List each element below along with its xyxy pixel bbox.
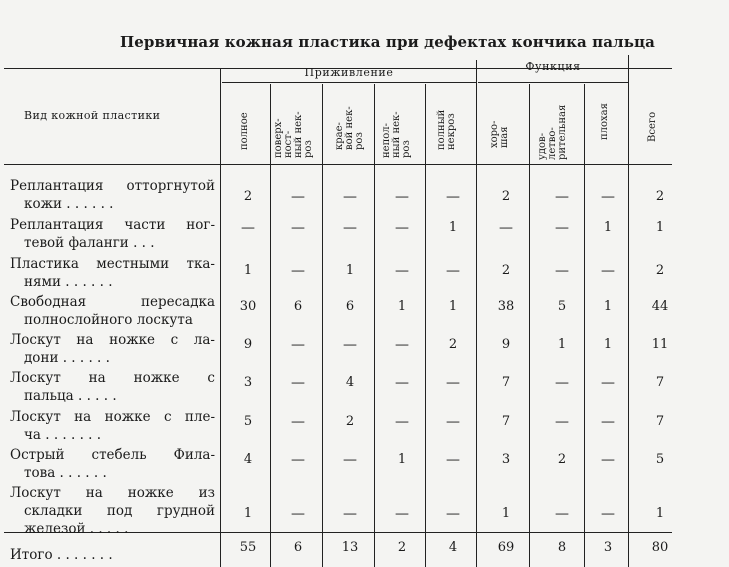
row-label-line: Итого . . . . . . . — [10, 547, 113, 563]
table-cell: 7 — [501, 375, 511, 390]
table-cell: 1 — [557, 337, 567, 352]
table-cell: 11 — [651, 337, 669, 352]
table-cell: — — [291, 337, 305, 353]
table-cell: — — [291, 220, 305, 236]
table-cell: 9 — [501, 337, 511, 352]
table-cell: 38 — [497, 299, 515, 314]
table-cell: 6 — [345, 299, 355, 314]
column-header: плохая — [599, 103, 610, 140]
row-label — [10, 408, 215, 444]
row-label — [10, 484, 215, 538]
row-label-line: полнослойного лоскута — [24, 312, 193, 328]
row-label-line: Пластика местными тка- — [10, 256, 215, 272]
table-cell: — — [291, 375, 305, 391]
table-cell: — — [555, 506, 569, 522]
row-label-line: дони . . . . . . — [24, 350, 110, 366]
table-cell: — — [446, 375, 460, 391]
table-cell: — — [343, 189, 357, 205]
row-label — [10, 446, 215, 482]
table-cell: — — [241, 220, 255, 236]
table-cell: 2 — [448, 337, 458, 352]
survival-group-header: Приживление — [304, 66, 394, 79]
table-cell: — — [446, 452, 460, 468]
table-cell: 30 — [239, 299, 257, 314]
table-cell: 2 — [655, 263, 665, 278]
table-cell: — — [446, 263, 460, 279]
total-cell: 69 — [497, 540, 515, 555]
table-cell: — — [291, 189, 305, 205]
page-title: Первичная кожная пластика при дефектах кончика пальца — [120, 33, 656, 51]
table-cell: 6 — [293, 299, 303, 314]
total-cell: 3 — [603, 540, 613, 555]
table-cell: 3 — [243, 375, 253, 390]
table-cell: — — [555, 375, 569, 391]
group-divider — [628, 55, 629, 567]
table-cell: — — [555, 220, 569, 236]
table-cell: 2 — [345, 414, 355, 429]
table-cell: — — [601, 189, 615, 205]
function-group-header: Функция — [525, 60, 581, 73]
table-cell: 1 — [501, 506, 511, 521]
col-divider — [529, 84, 530, 567]
total-cell: 80 — [651, 540, 669, 555]
column-header: поверх- ност- ный нек- роз — [273, 111, 314, 158]
row-label — [10, 177, 215, 213]
table-cell: — — [446, 506, 460, 522]
row-header-label: Вид кожной пластики — [24, 109, 161, 122]
table-cell: — — [343, 506, 357, 522]
column-header: хоро- шая — [489, 120, 510, 148]
table-cell: — — [291, 506, 305, 522]
column-header: полное — [239, 112, 250, 150]
table-cell: — — [555, 189, 569, 205]
table-cell: — — [343, 452, 357, 468]
table-cell: — — [446, 189, 460, 205]
total-cell: 55 — [239, 540, 257, 555]
table-cell: 1 — [397, 452, 407, 467]
row-label-line: Лоскут на ножке из — [10, 485, 215, 501]
table-cell: 5 — [655, 452, 665, 467]
table-cell: 7 — [501, 414, 511, 429]
row-label-line: железой . . . . . — [24, 521, 129, 537]
total-cell: 13 — [341, 540, 359, 555]
row-label-line: тевой фаланги . . . — [24, 235, 155, 251]
table-cell: — — [395, 337, 409, 353]
table-cell: 1 — [603, 299, 613, 314]
table-cell: — — [555, 414, 569, 430]
row-label — [10, 293, 215, 329]
row-label — [10, 331, 215, 367]
col-divider — [374, 84, 375, 567]
column-header: полный некроз — [436, 109, 457, 150]
table-cell: — — [291, 263, 305, 279]
table-cell: 7 — [655, 414, 665, 429]
row-label-line: Лоскут на ножке с пле- — [10, 409, 215, 425]
table-cell: 1 — [243, 263, 253, 278]
table-cell: 9 — [243, 337, 253, 352]
survival-group-rule — [222, 82, 476, 83]
table-cell: — — [343, 220, 357, 236]
row-label-line: кожи . . . . . . — [24, 196, 114, 212]
row-label — [10, 369, 215, 405]
table-cell: — — [555, 263, 569, 279]
table-cell: — — [291, 452, 305, 468]
table-cell: 1 — [243, 506, 253, 521]
column-header: удов- летво- рительная — [537, 104, 568, 160]
table-cell: 2 — [655, 189, 665, 204]
table-cell: 2 — [557, 452, 567, 467]
table-cell: — — [395, 263, 409, 279]
total-cell: 8 — [557, 540, 567, 555]
row-label-line: това . . . . . . — [24, 465, 107, 481]
table-cell: 1 — [603, 337, 613, 352]
col-divider — [584, 84, 585, 567]
row-label-line: Свободная пересадка — [10, 294, 215, 310]
table-cell: — — [601, 414, 615, 430]
table-cell: 2 — [501, 263, 511, 278]
col-divider — [322, 84, 323, 567]
row-label-line: ча . . . . . . . — [24, 427, 102, 443]
total-cell: 4 — [448, 540, 458, 555]
table-cell: — — [395, 189, 409, 205]
table-cell: 2 — [501, 189, 511, 204]
table-cell: 7 — [655, 375, 665, 390]
table-cell: 1 — [655, 506, 665, 521]
column-header: крае- вой нек- роз — [334, 106, 365, 150]
table-cell: 5 — [243, 414, 253, 429]
row-label — [10, 255, 215, 291]
table-cell: — — [601, 452, 615, 468]
rowhead-divider — [220, 68, 221, 567]
table-cell: 3 — [501, 452, 511, 467]
row-label-line: складки под грудной — [24, 503, 215, 519]
table-cell: — — [601, 375, 615, 391]
table-cell: — — [395, 414, 409, 430]
table-cell: — — [601, 506, 615, 522]
table-cell: — — [446, 414, 460, 430]
table-cell: — — [395, 375, 409, 391]
row-label-line: Реплантация части ног- — [10, 217, 215, 233]
table-cell: 1 — [397, 299, 407, 314]
table-cell: — — [499, 220, 513, 236]
table-cell: — — [291, 414, 305, 430]
table-cell: 4 — [243, 452, 253, 467]
table-cell: 4 — [345, 375, 355, 390]
table-cell: 1 — [448, 299, 458, 314]
total-row-label — [10, 546, 215, 564]
column-header: непол- ный нек- роз — [381, 111, 412, 158]
table-cell: 2 — [243, 189, 253, 204]
table-cell: 44 — [651, 299, 669, 314]
total-cell: 2 — [397, 540, 407, 555]
row-label-line: Реплантация отторгнутой — [10, 178, 215, 194]
table-cell: 1 — [603, 220, 613, 235]
column-header: Всего — [647, 111, 658, 142]
group-divider — [476, 60, 477, 567]
table-cell: — — [395, 506, 409, 522]
row-label-line: Лоскут на ножке с ла- — [10, 332, 215, 348]
row-label-line: нями . . . . . . — [24, 274, 113, 290]
table-cell: 1 — [345, 263, 355, 278]
table-cell: 5 — [557, 299, 567, 314]
row-label-line: пальца . . . . . — [24, 388, 117, 404]
table-cell: — — [395, 220, 409, 236]
col-divider — [425, 84, 426, 567]
row-label-line: Острый стебель Фила- — [10, 447, 215, 463]
function-group-rule — [478, 82, 628, 83]
col-divider — [270, 84, 271, 567]
table-cell: 1 — [655, 220, 665, 235]
table-cell: — — [343, 337, 357, 353]
total-cell: 6 — [293, 540, 303, 555]
header-bottom-rule — [4, 164, 672, 165]
row-label — [10, 216, 215, 252]
row-label-line: Лоскут на ножке с — [10, 370, 215, 386]
table-cell: — — [601, 263, 615, 279]
table-cell: 1 — [448, 220, 458, 235]
